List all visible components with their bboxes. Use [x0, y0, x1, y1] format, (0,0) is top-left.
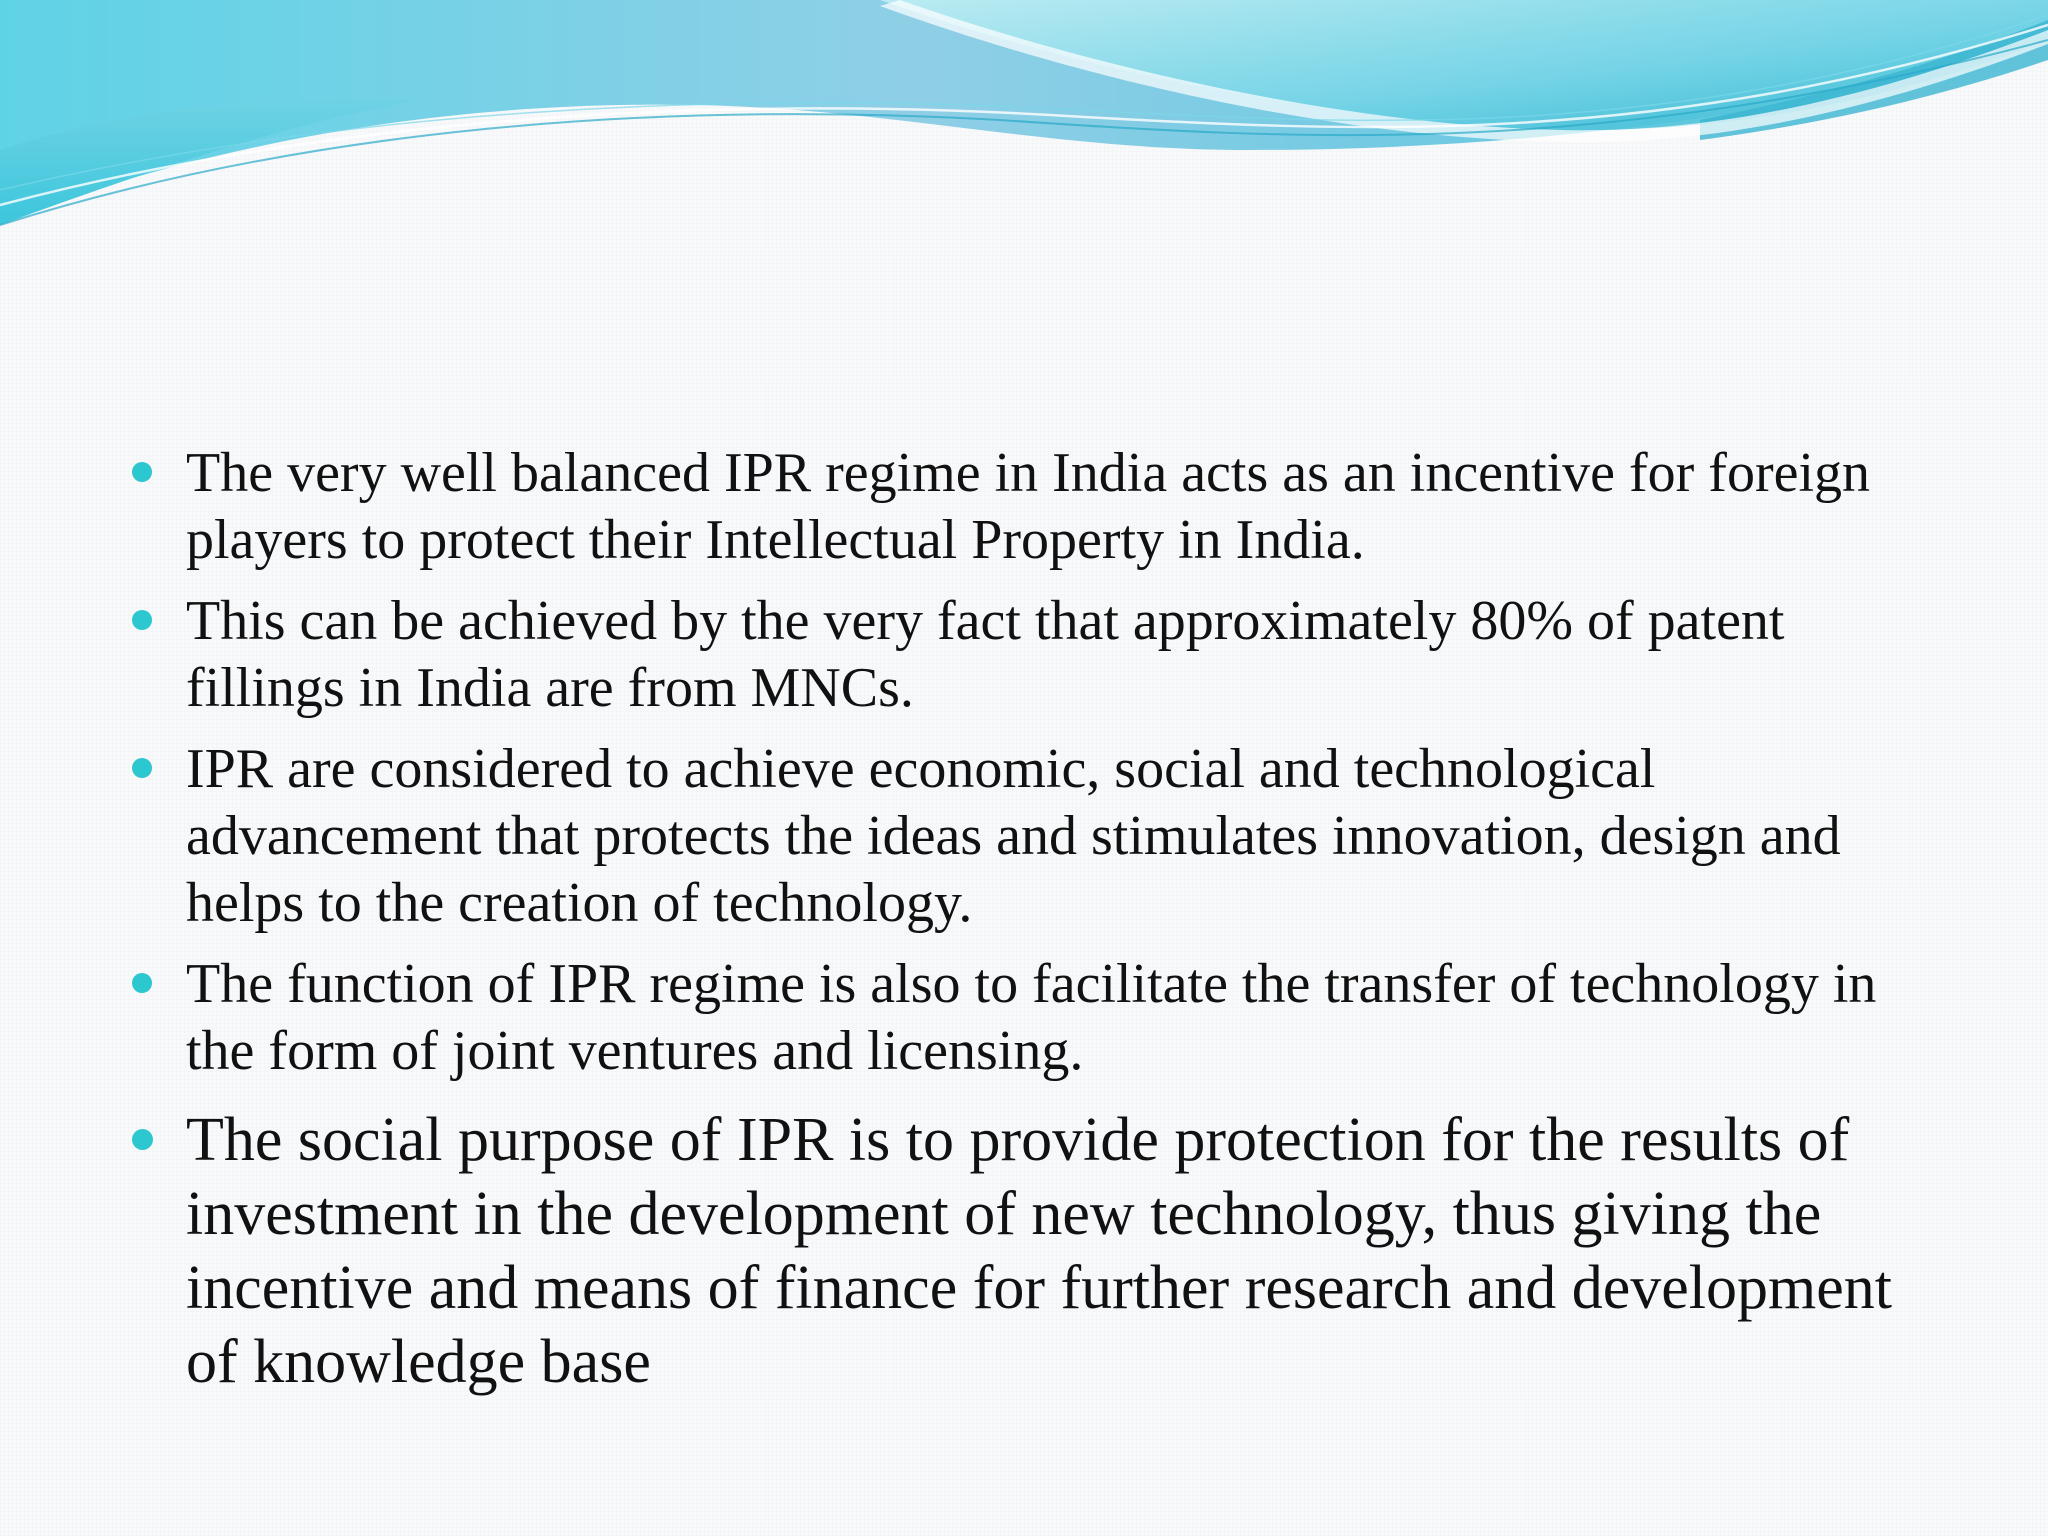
bullet-text: IPR are considered to achieve economic, social and technological advancement that protects the ideas and stimulates innovation, design and helps to the creation of technology.	[186, 738, 1841, 934]
bullet-icon	[132, 758, 152, 778]
bullet-text: The social purpose of IPR is to provide protection for the results of investment in the development of new technology, thus giving the incentive and means of finance for further research and development of knowledge base	[186, 1106, 1892, 1396]
bullet-item	[128, 1103, 1948, 1399]
bullet-list	[128, 440, 1948, 1413]
bullet-item	[128, 588, 1948, 722]
bullet-item	[128, 951, 1948, 1085]
bullet-icon	[132, 1129, 153, 1150]
wave-header-decoration	[0, 0, 2048, 240]
bullet-item	[128, 440, 1948, 574]
bullet-text: The very well balanced IPR regime in India acts as an incentive for foreign players to protect their Intellectual Property in India.	[186, 442, 1871, 571]
bullet-icon	[132, 610, 152, 630]
bullet-text: This can be achieved by the very fact that approximately 80% of patent fillings in India are from MNCs.	[186, 590, 1785, 719]
bullet-item	[128, 736, 1948, 937]
bullet-icon	[132, 462, 152, 482]
bullet-text: The function of IPR regime is also to facilitate the transfer of technology in the form of joint ventures and licensing.	[186, 953, 1877, 1082]
bullet-icon	[132, 973, 152, 993]
